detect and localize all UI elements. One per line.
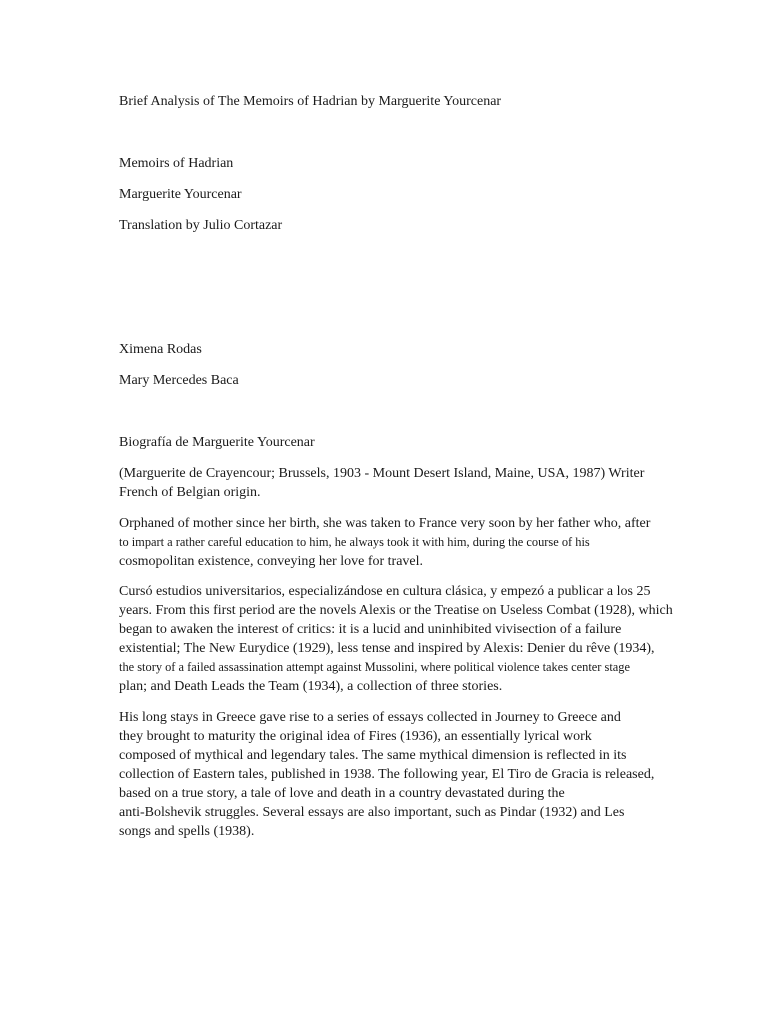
translation-credit: Translation by Julio Cortazar bbox=[119, 218, 283, 233]
section-heading: Biografía de Marguerite Yourcenar bbox=[119, 435, 315, 450]
paragraph-line: existential; The New Eurydice (1929), less tense and inspired by Alexis: Denier du rêve (1934), bbox=[119, 641, 655, 656]
paragraph-line: plan; and Death Leads the Team (1934), a collection of three stories. bbox=[119, 679, 503, 694]
paragraph-line: His long stays in Greece gave rise to a series of essays collected in Journey to Greece and bbox=[119, 710, 621, 725]
paragraph-line: (Marguerite de Crayencour; Brussels, 1903 - Mount Desert Island, Maine, USA, 1987) Writer bbox=[119, 466, 645, 481]
paragraph-line: Cursó estudios universitarios, especializándose en cultura clásica, y empezó a publicar a los 25 bbox=[119, 584, 651, 599]
paragraph-line: cosmopolitan existence, conveying her love for travel. bbox=[119, 554, 424, 569]
book-author: Marguerite Yourcenar bbox=[119, 187, 242, 202]
paragraph bbox=[119, 708, 659, 841]
paragraph-line: songs and spells (1938). bbox=[119, 824, 255, 839]
paragraph-line: they brought to maturity the original idea of Fires (1936), an essentially lyrical work bbox=[119, 729, 592, 744]
paragraph-line: the story of a failed assassination attempt against Mussolini, where political violence takes center stage bbox=[119, 660, 630, 674]
paragraph-line: began to awaken the interest of critics: it is a lucid and uninhibited vivisection of a failure bbox=[119, 622, 622, 637]
book-title: Memoirs of Hadrian bbox=[119, 156, 234, 171]
paragraph-line: to impart a rather careful education to him, he always took it with him, during the course of his bbox=[119, 535, 590, 549]
paragraph bbox=[119, 514, 659, 571]
student-name: Mary Mercedes Baca bbox=[119, 373, 239, 388]
paragraph-line: Orphaned of mother since her birth, she was taken to France very soon by her father who, after bbox=[119, 516, 651, 531]
paragraph-line: French of Belgian origin. bbox=[119, 485, 261, 500]
paragraph-line: anti-Bolshevik struggles. Several essays are also important, such as Pindar (1932) and Les bbox=[119, 805, 625, 820]
document-title: Brief Analysis of The Memoirs of Hadrian by Marguerite Yourcenar bbox=[119, 94, 502, 109]
paragraph-line: based on a true story, a tale of love and death in a country devastated during the bbox=[119, 786, 565, 801]
paragraph bbox=[119, 582, 673, 696]
paragraph-line: collection of Eastern tales, published in 1938. The following year, El Tiro de Gracia is released, bbox=[119, 767, 655, 782]
paragraph bbox=[119, 464, 659, 502]
student-name: Ximena Rodas bbox=[119, 342, 202, 357]
paragraph-line: years. From this first period are the novels Alexis or the Treatise on Useless Combat (1928), which bbox=[119, 603, 673, 618]
paragraph-line: composed of mythical and legendary tales. The same mythical dimension is reflected in its bbox=[119, 748, 627, 763]
